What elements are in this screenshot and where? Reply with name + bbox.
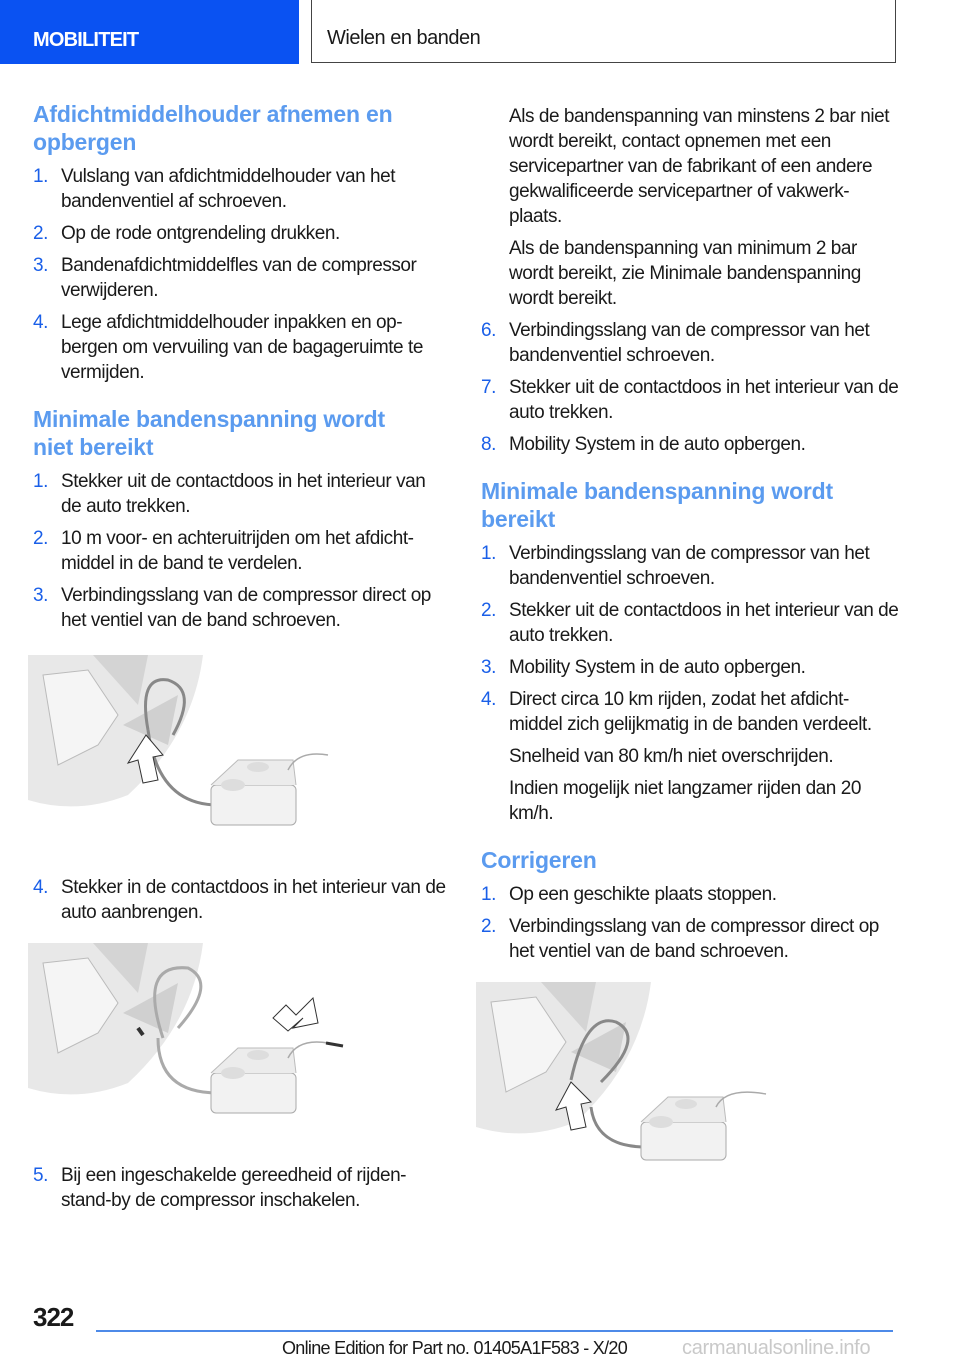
section-heading-bereikt: Minimale bandenspanning wordt bereikt xyxy=(481,478,833,532)
steps-list xyxy=(33,1163,448,1213)
note: Snelheid van 80 km/h niet overschrijden. xyxy=(509,746,834,767)
section-tab-label: MOBILITEIT xyxy=(33,29,139,51)
steps-list xyxy=(33,164,448,385)
steps-list xyxy=(33,469,448,633)
list-item: 2. 10 m voor- en achteruitrijden om het afdicht-middel in de band te verdelen. xyxy=(33,528,414,574)
list-item: 2. Stekker uit de contactdoos in het interieur van de auto trekken. xyxy=(481,600,899,646)
list-item: 8. Mobility System in de auto opbergen. xyxy=(481,434,806,455)
list-item: 3. Bandenafdichtmiddelfles van de compressor verwijderen. xyxy=(33,255,417,301)
right-column xyxy=(481,100,901,1162)
footer-divider xyxy=(96,1330,893,1332)
section-tab xyxy=(0,0,299,64)
paragraph: Als de bandenspanning van minimum 2 bar wordt bereikt, zie Minimale bandenspanning wordt bereikt. xyxy=(509,238,861,309)
list-item: 5. Bij een ingeschakelde gereedheid of rijden-stand-by de compressor inschakelen. xyxy=(33,1165,407,1211)
page-number: 322 xyxy=(33,1302,74,1332)
list-item: 7. Stekker uit de contactdoos in het interieur van de auto trekken. xyxy=(481,377,899,423)
compressor-plug-illustration xyxy=(28,943,348,1123)
edition-note: Online Edition for Part no. 01405A1F583 - X/20 xyxy=(282,1338,628,1358)
watermark: carmanualsonline.info xyxy=(682,1337,871,1359)
section-heading-corrigeren: Corrigeren xyxy=(481,847,597,873)
list-item: 1. Vulslang van afdichtmiddelhouder van het bandenventiel af schroeven. xyxy=(33,166,396,212)
chapter-title: Wielen en banden xyxy=(327,27,481,49)
steps-list xyxy=(481,318,901,457)
list-item: 2. Verbindingsslang van de compressor direct op het ventiel van de band schroeven. xyxy=(481,916,879,962)
left-column xyxy=(33,100,448,1213)
steps-list xyxy=(33,875,448,925)
chapter-header xyxy=(311,0,896,63)
section-heading-afdichtmiddelhouder: Afdichtmiddelhouder afnemen en opbergen xyxy=(33,101,393,155)
list-item: 4. Stekker in de contactdoos in het interieur van de auto aanbrengen. xyxy=(33,877,446,923)
list-item: 3. Mobility System in de auto opbergen. xyxy=(481,657,806,678)
list-item: 4. Direct circa 10 km rijden, zodat het afdicht-middel zich gelijkmatig in de banden verdeelt. xyxy=(481,689,872,735)
steps-list xyxy=(481,541,901,737)
list-item: 6. Verbindingsslang van de compressor van het bandenventiel schroeven. xyxy=(481,320,870,366)
note: Indien mogelijk niet langzamer rijden dan 20 km/h. xyxy=(509,778,861,824)
list-item: 4. Lege afdichtmiddelhouder inpakken en op-bergen om vervuiling van de bagageruimte te vermijden. xyxy=(33,312,423,383)
steps-list xyxy=(481,882,901,964)
paragraph: Als de bandenspanning van minstens 2 bar niet wordt bereikt, contact opnemen met een servicepartner van de fabrikant of een andere gekwalificeerde servicepartner of vakwerk-plaats. xyxy=(509,106,890,227)
compressor-valve-illustration xyxy=(476,982,796,1162)
section-heading-niet-bereikt: Minimale bandenspanning wordt niet bereikt xyxy=(33,406,385,460)
compressor-valve-illustration xyxy=(28,655,348,835)
list-item: 1. Op een geschikte plaats stoppen. xyxy=(481,884,777,905)
list-item: 1. Stekker uit de contactdoos in het interieur van de auto trekken. xyxy=(33,471,426,517)
list-item: 3. Verbindingsslang van de compressor direct op het ventiel van de band schroeven. xyxy=(33,585,431,631)
list-item: 2. Op de rode ontgrendeling drukken. xyxy=(33,223,340,244)
list-item: 1. Verbindingsslang van de compressor van het bandenventiel schroeven. xyxy=(481,543,870,589)
